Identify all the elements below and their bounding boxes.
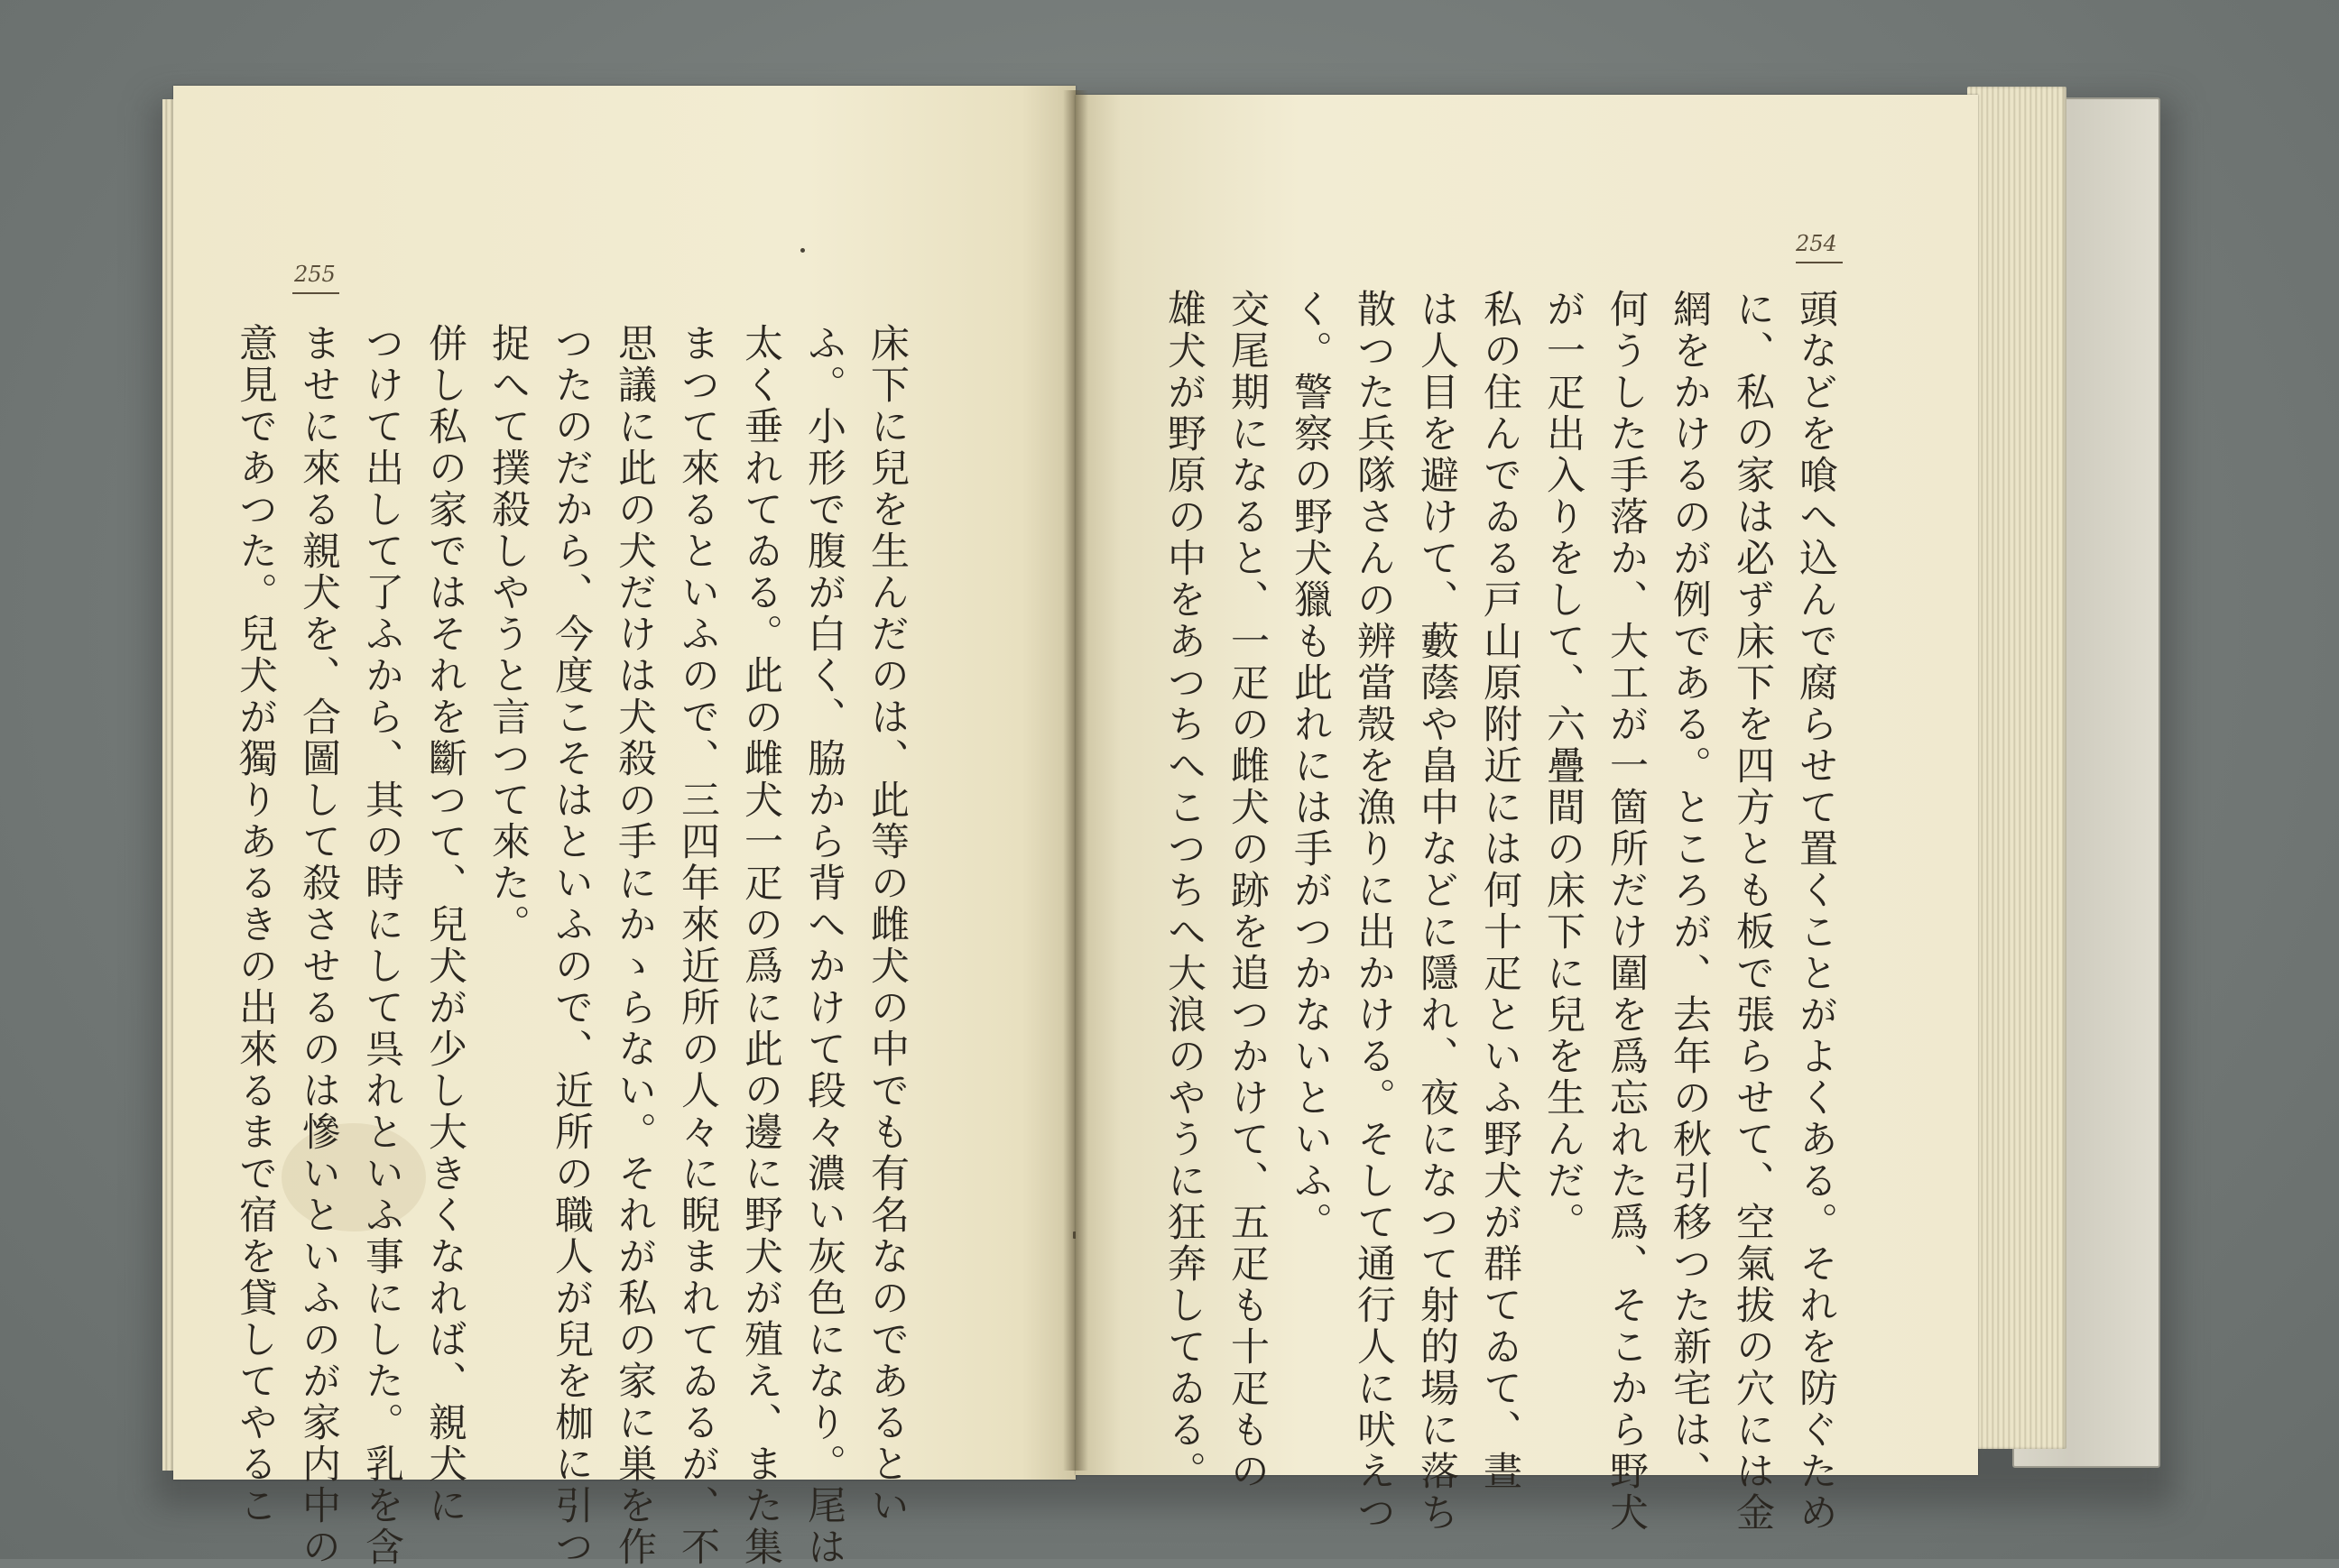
text-column: が一疋出入りをして、六疊間の床下に兒を生んだ。: [1540, 289, 1586, 1243]
left-page-body: [224, 323, 919, 1568]
page-number-rule: [292, 292, 339, 294]
text-column: つたのだから、今度こそはといふので、近所の職人が兒を枷に引つ: [549, 323, 594, 1568]
text-column: ませに來る親犬を、合圖して殺させるのは慘いといふのが家内中の: [296, 323, 341, 1568]
page-stack-right: [1967, 87, 2066, 1449]
text-column: 床下に兒を生んだのは、此等の雌犬の中でも有名なのであるとい: [864, 323, 910, 1526]
text-column: 交尾期になると、一疋の雌犬の跡を追つかけて、五疋も十疋もの: [1225, 289, 1270, 1492]
page-number-right: 254: [1796, 231, 1837, 256]
ink-speck: [800, 248, 805, 253]
text-column: 私の住んでゐる戸山原附近には何十疋といふ野犬が群てゐて、晝: [1477, 289, 1522, 1492]
text-column: く。警察の野犬獵も此れには手がつかないといふ。: [1288, 289, 1333, 1243]
text-column: 雄犬が野原の中をあつちへこつちへ大浪のやうに狂奔してゐる。: [1161, 289, 1206, 1492]
text-column: つけて出して了ふから、其の時にして呉れといふ事にした。乳を含: [359, 323, 404, 1568]
text-column: 何うした手落か、大工が一箇所だけ圍を爲忘れた爲、そこから野犬: [1604, 289, 1649, 1534]
text-column: 併し私の家ではそれを斷つて、兒犬が少し大きくなれば、親犬に: [422, 323, 467, 1526]
text-column: に、私の家は必ず床下を四方とも板で張らせて、空氣拔の穴には金: [1730, 289, 1775, 1534]
text-column: 捉へて撲殺しやうと言つて來た。: [485, 323, 531, 945]
text-column: 散つた兵隊さんの辨當殼を漁りに出かける。そして通行人に吠えつ: [1351, 289, 1396, 1534]
page-number-left: 255: [294, 262, 336, 287]
text-column: は人目を避けて、藪蔭や畠中などに隱れ、夜になつて射的場に落ち: [1414, 289, 1459, 1534]
book-gutter: [1063, 90, 1088, 1471]
text-column: 網をかけるのが例である。ところが、去年の秋引移つた新宅は、: [1667, 289, 1712, 1492]
text-column: 思議に此の犬だけは犬殺の手にかゝらない。それが私の家に巣を作: [612, 323, 657, 1568]
text-column: まつて來るといふので、三四年來近所の人々に睨まれてゐるが、不: [675, 323, 720, 1568]
text-column: 太く垂れてゐる。此の雌犬一疋の爲に此の邊に野犬が殖え、また集: [738, 323, 783, 1568]
right-page-body: [1152, 289, 1847, 1534]
text-column: ふ。小形で腹が白く、脇から背へかけて段々濃い灰色になり。尾は: [801, 323, 846, 1568]
text-column: 頭などを喰へ込んで腐らせて置くことがよくある。それを防ぐため: [1793, 289, 1838, 1534]
text-column: 意見であつた。兒犬が獨りあるきの出來るまで宿を貸してやるこ: [233, 323, 278, 1526]
page-number-rule: [1796, 262, 1843, 263]
